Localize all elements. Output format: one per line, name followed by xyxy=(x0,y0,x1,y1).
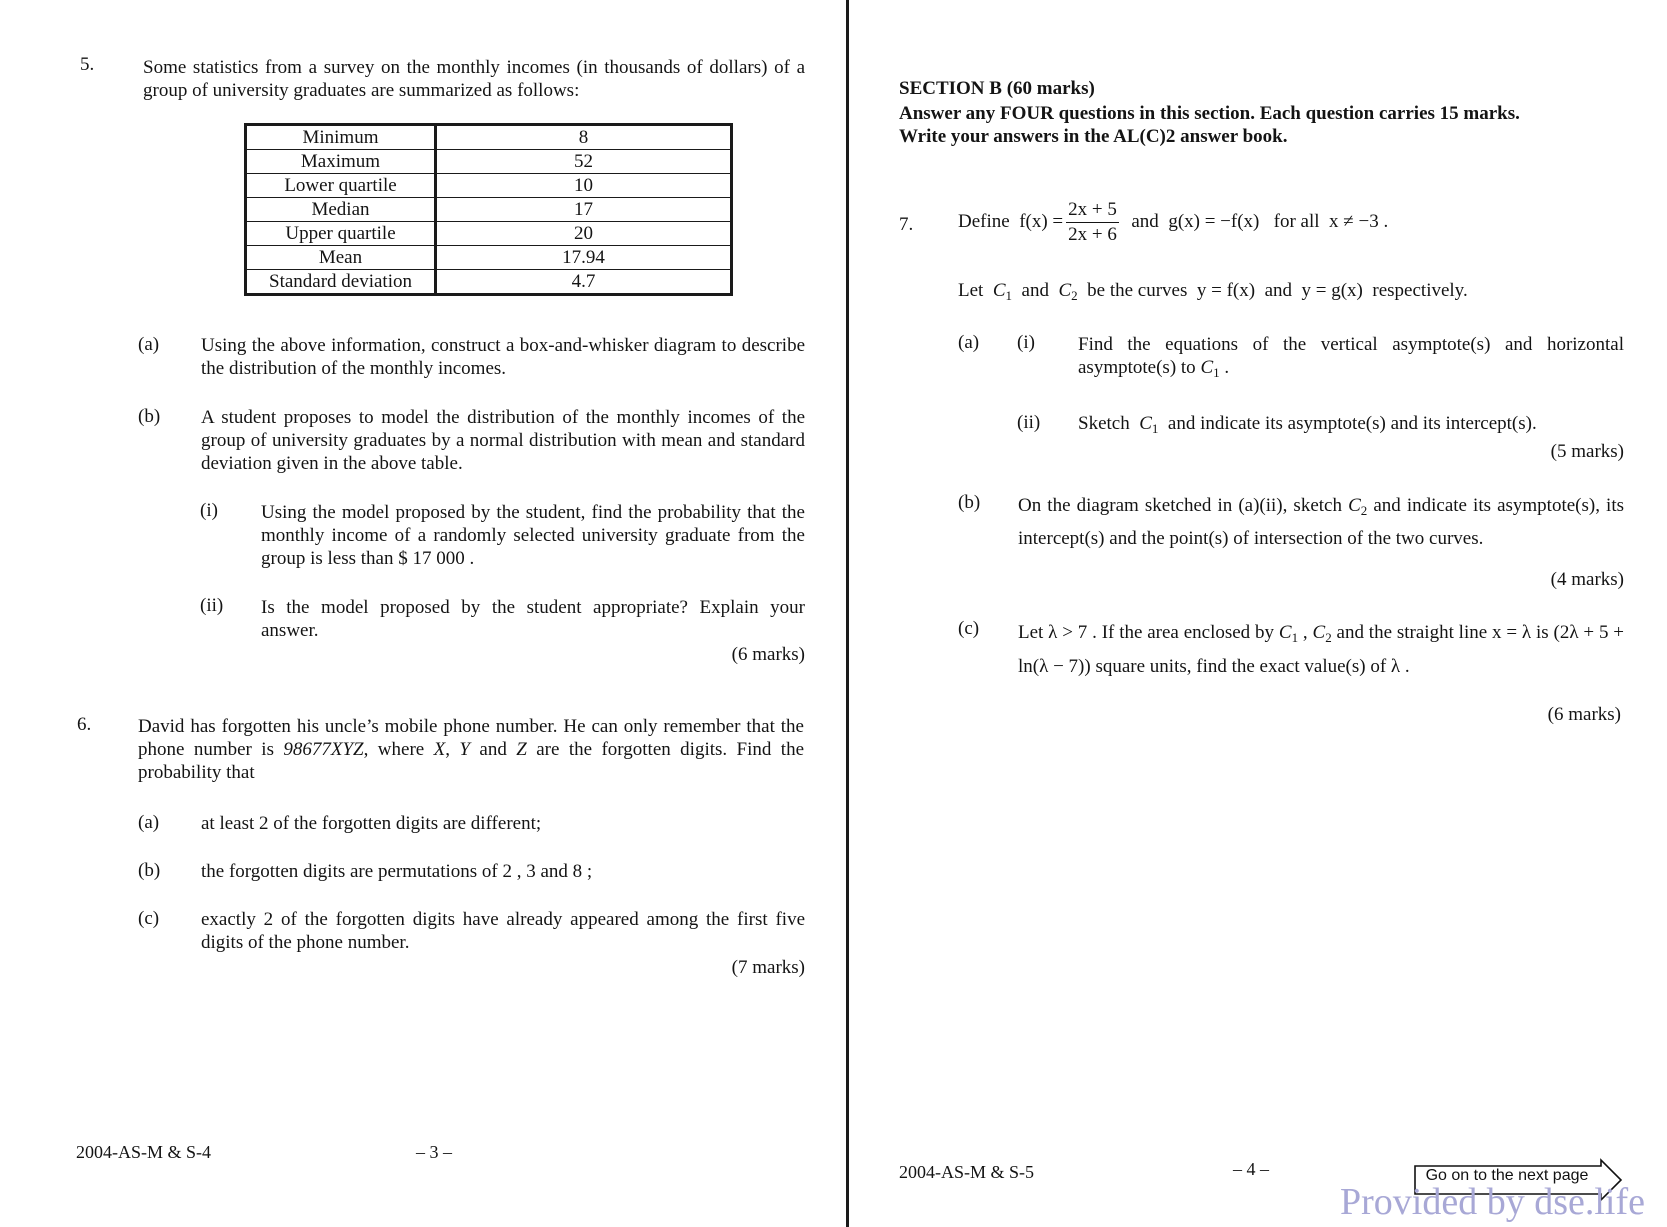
next-page-button[interactable]: Go on to the next page xyxy=(1425,1167,1589,1184)
q7-definition: Define f(x) = $\frac{2x + 5}{2x + 6}$ and g(x) = −f(x) for all x ≠ −3 . xyxy=(958,199,1389,245)
left-page-number: – 3 – xyxy=(416,1142,452,1162)
q7-part-c-text: Let λ > 7 . If the area enclosed by $C_1$ , $C_2$ and the straight line x = λ is (2λ + 5 + ln(λ − 7)) square units, find the exact value(s) of λ . xyxy=(1018,622,1625,677)
q6-part-a-text: at least 2 of the forgotten digits are different; xyxy=(201,813,542,834)
table-row-value: 52 xyxy=(436,150,732,174)
q5-part-a-text: Using the above information, construct a box-and-whisker diagram to describe the distribution of the monthly incomes. xyxy=(201,335,805,379)
q6-part-c-label: (c) xyxy=(138,908,160,929)
table-row-value: 8 xyxy=(436,125,732,150)
right-footer-code: 2004-AS-M & S-5 xyxy=(899,1162,1035,1182)
table-row-value: 20 xyxy=(436,222,732,246)
q5-part-a-label: (a) xyxy=(138,334,160,355)
left-footer-code: 2004-AS-M & S-4 xyxy=(76,1142,212,1162)
q7-fraction: $\frac{2x + 5}{2x + 6}$ xyxy=(1068,199,1117,245)
q6-part-b-text: the forgotten digits are permutations of 2 , 3 and 8 ; xyxy=(201,861,593,882)
table-row-label: Lower quartile xyxy=(246,174,436,198)
q7-part-a-label: (a) xyxy=(958,332,980,353)
q5-marks: (6 marks) xyxy=(731,644,805,665)
q6-marks: (7 marks) xyxy=(731,957,805,978)
table-row-value: 4.7 xyxy=(436,270,732,295)
question-6-intro: David has forgotten his uncle’s mobile phone number. He can only remember that the phone number is 98677XYZ, where X, Y and Z are the forgotten digits. Find the probability that xyxy=(138,716,805,783)
q7-part-b-marks: (4 marks) xyxy=(1550,569,1624,590)
q7-part-b-label: (b) xyxy=(958,492,981,513)
table-row-label: Mean xyxy=(246,246,436,270)
table-row-label: Standard deviation xyxy=(246,270,436,295)
section-title: SECTION B (60 marks) xyxy=(899,78,1095,99)
table-row xyxy=(246,222,732,246)
question-6-number: 6. xyxy=(77,714,92,735)
table-row-label: Maximum xyxy=(246,150,436,174)
table-row xyxy=(246,270,732,295)
q7-part-a-marks: (5 marks) xyxy=(1550,441,1624,462)
q6-part-b-label: (b) xyxy=(138,860,161,881)
q7-let-statement: Let $C_1$ and $C_2$ be the curves y = f(x) and y = g(x) respectively. xyxy=(958,280,1468,303)
q7-part-c-label: (c) xyxy=(958,618,980,639)
table-row xyxy=(246,174,732,198)
table-row-label: Upper quartile xyxy=(246,222,436,246)
q5-part-b-ii-text: Is the model proposed by the student appropriate? Explain your answer. xyxy=(261,597,805,641)
table-row-label: Minimum xyxy=(246,125,436,150)
q7-part-b-text: On the diagram sketched in (a)(ii), sketch $C_2$ and indicate its asymptote(s), its intercept(s) and the point(s) of intersection of the two curves. xyxy=(1018,495,1624,549)
statistics-table xyxy=(244,123,733,296)
section-instruction-2: Write your answers in the AL(C)2 answer book. xyxy=(899,126,1288,147)
table-row-value: 10 xyxy=(436,174,732,198)
q5-part-b-i-label: (i) xyxy=(200,500,218,521)
q5-part-b-ii-label: (ii) xyxy=(200,595,224,616)
q7-part-a-ii-label: (ii) xyxy=(1017,412,1041,433)
q7-part-c-marks: (6 marks) xyxy=(1547,704,1621,725)
watermark: Provided by dse.life xyxy=(1339,1181,1645,1223)
question-7-number: 7. xyxy=(899,214,914,235)
q5-part-b-label: (b) xyxy=(138,406,161,427)
table-row-label: Median xyxy=(246,198,436,222)
question-5-number: 5. xyxy=(80,54,95,75)
q7-part-a-i-label: (i) xyxy=(1017,332,1035,353)
question-5-intro: Some statistics from a survey on the monthly incomes (in thousands of dollars) of a group of university graduates are summarized as follows: xyxy=(143,57,805,101)
q5-part-b-text: A student proposes to model the distribution of the monthly incomes of the group of university graduates by a normal distribution with mean and standard deviation given in the above table. xyxy=(201,407,805,474)
table-row xyxy=(246,246,732,270)
q6-part-c-text: exactly 2 of the forgotten digits have already appeared among the first five digits of the phone number. xyxy=(201,909,805,953)
table-row-value: 17.94 xyxy=(436,246,732,270)
table-row-value: 17 xyxy=(436,198,732,222)
section-instruction-1: Answer any FOUR questions in this section. Each question carries 15 marks. xyxy=(899,103,1520,124)
page-divider xyxy=(846,0,849,1227)
q6-part-a-label: (a) xyxy=(138,812,160,833)
table-row xyxy=(246,198,732,222)
q7-part-a-ii-text: Sketch $C_1$ and indicate its asymptote(s) and its intercept(s). xyxy=(1078,413,1537,436)
q5-part-b-i-text: Using the model proposed by the student, find the probability that the monthly income of a randomly selected university graduate from the group is less than $ 17 000 . xyxy=(261,502,805,569)
table-row xyxy=(246,150,732,174)
table-row xyxy=(246,125,732,150)
right-page-number: – 4 – xyxy=(1233,1159,1269,1179)
q7-part-a-i-text: Find the equations of the vertical asymptote(s) and horizontal asymptote(s) to $C_1$ . xyxy=(1078,334,1624,380)
